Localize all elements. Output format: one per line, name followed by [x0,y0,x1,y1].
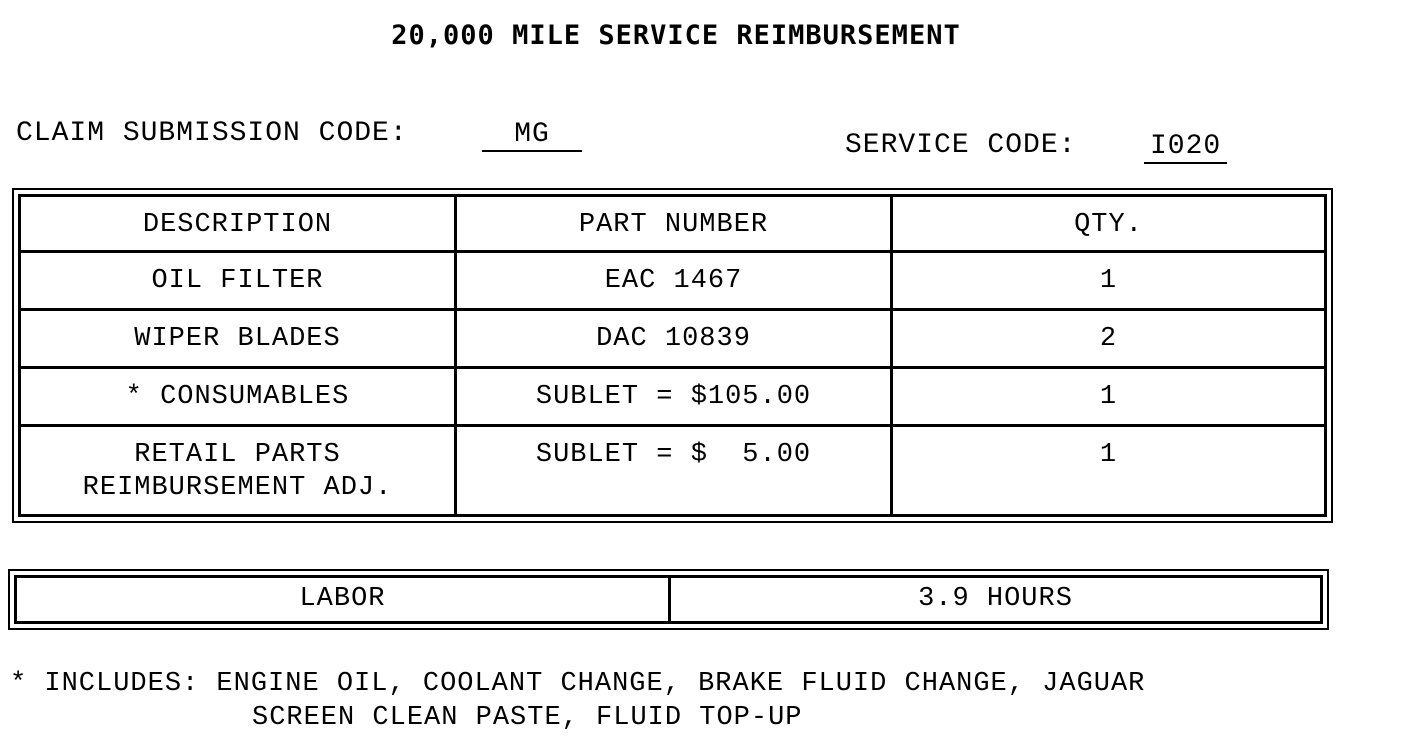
row-part-number: EAC 1467 [456,252,892,310]
row-description [20,426,456,516]
header-qty: QTY. [892,196,1326,252]
row-qty: 1 [892,426,1326,516]
claim-code-label: CLAIM SUBMISSION CODE: [16,118,408,149]
labor-label: LABOR [16,577,670,623]
service-code-label: SERVICE CODE: [845,130,1077,161]
parts-table [18,194,1327,517]
labor-value: 3.9 HOURS [670,577,1322,623]
page-title: 20,000 MILE SERVICE REIMBURSEMENT [391,20,961,51]
labor-row [16,577,1322,623]
row-part-number: SUBLET = $105.00 [456,368,892,426]
row-description: OIL FILTER [20,252,456,310]
claim-code-field [482,120,582,152]
claim-code-value: MG [482,120,582,152]
labor-table [14,575,1323,624]
service-code-value: I020 [1144,132,1227,164]
row-description: WIPER BLADES [20,310,456,368]
row-description-line: RETAIL PARTS [134,440,341,470]
row-qty: 1 [892,252,1326,310]
table-row [20,252,1326,310]
row-qty: 1 [892,368,1326,426]
table-row [20,368,1326,426]
footnote-line-1: * INCLUDES: ENGINE OIL, COOLANT CHANGE, BRAKE FLUID CHANGE, JAGUAR [10,669,1146,699]
service-code-field [1144,132,1227,164]
table-row [20,426,1326,516]
header-description: DESCRIPTION [20,196,456,252]
row-qty: 2 [892,310,1326,368]
footnote-line-2: SCREEN CLEAN PASTE, FLUID TOP-UP [252,703,803,733]
row-part-number: SUBLET = $ 5.00 [456,426,892,516]
row-description: * CONSUMABLES [20,368,456,426]
row-part-number: DAC 10839 [456,310,892,368]
table-header-row [20,196,1326,252]
header-part-number: PART NUMBER [456,196,892,252]
table-row [20,310,1326,368]
row-description-line: REIMBURSEMENT ADJ. [82,473,393,503]
